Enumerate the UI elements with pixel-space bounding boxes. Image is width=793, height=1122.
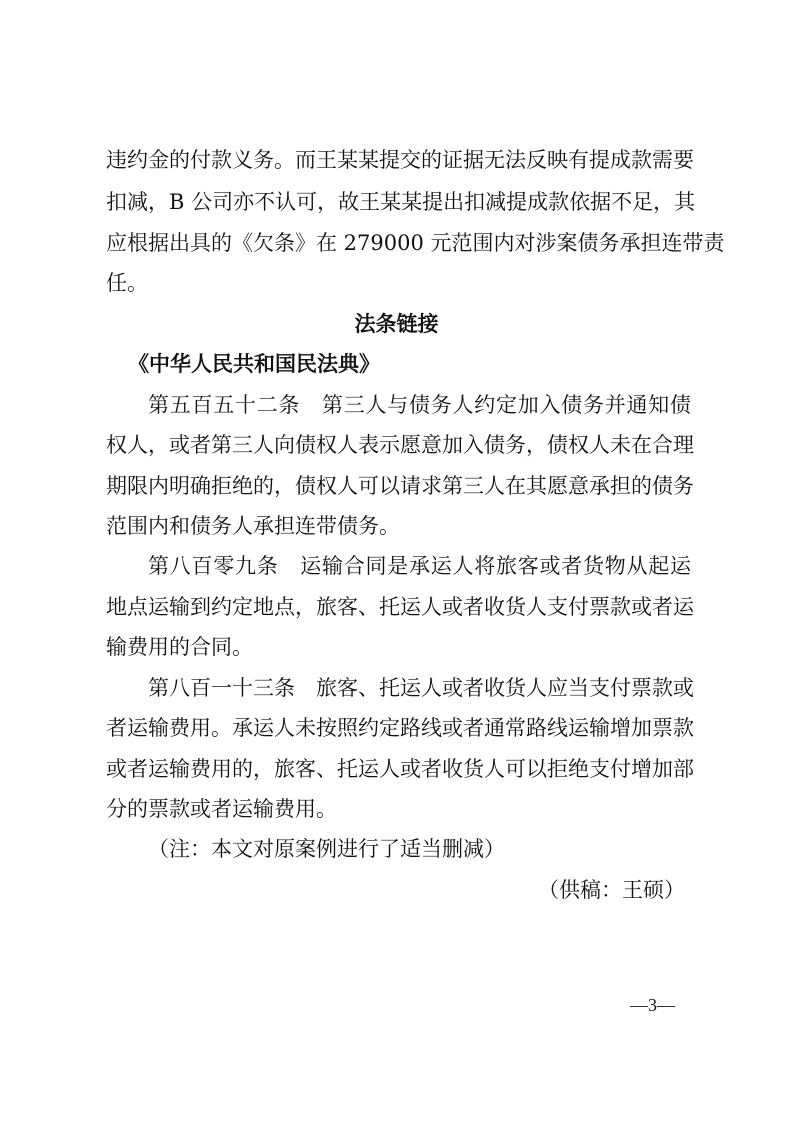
article-813-line-1: 第八百一十三条 旅客、托运人或者收货人应当支付票款或 [148,676,694,700]
article-809-line-3: 输费用的合同。 [106,635,253,659]
section-title: 法条链接 [354,312,439,336]
body-line-4: 任。 [106,271,148,295]
article-813-line-4: 分的票款或者运输费用。 [106,797,337,821]
editor-note: （注：本文对原案例进行了适当删减） [148,837,505,861]
page-number: —3— [630,995,675,1015]
body-line-1: 违约金的付款义务。而王某某提交的证据无法反映有提成款需要 [106,148,694,172]
article-552-line-1: 第五百五十二条 第三人与债务人约定加入债务并通知债 [148,393,691,417]
article-552-line-3: 期限内明确拒绝的，债权人可以请求第三人在其愿意承担的债务 [106,474,694,498]
body-line-3: 应根据出具的《欠条》在 279000 元范围内对涉案债务承担连带责 [106,231,725,255]
article-813-line-3: 或者运输费用的，旅客、托运人或者收货人可以拒绝支付增加部 [106,757,694,781]
article-813-line-2: 者运输费用。承运人未按照约定路线或者通常路线运输增加票款 [106,716,694,740]
body-line-2: 扣减，B 公司亦不认可，故王某某提出扣减提成款依据不足，其 [106,190,696,214]
article-552-line-2: 权人，或者第三人向债权人表示愿意加入债务，债权人未在合理 [106,433,694,457]
law-title: 《中华人民共和国民法典》 [128,352,380,376]
article-809-line-2: 地点运输到约定地点，旅客、托运人或者收货人支付票款或者运 [106,595,694,619]
author-credit: （供稿：王硕） [538,878,685,902]
article-809-line-1: 第八百零九条 运输合同是承运人将旅客或者货物从起运 [148,554,691,578]
article-552-line-4: 范围内和债务人承担连带债务。 [106,514,400,538]
